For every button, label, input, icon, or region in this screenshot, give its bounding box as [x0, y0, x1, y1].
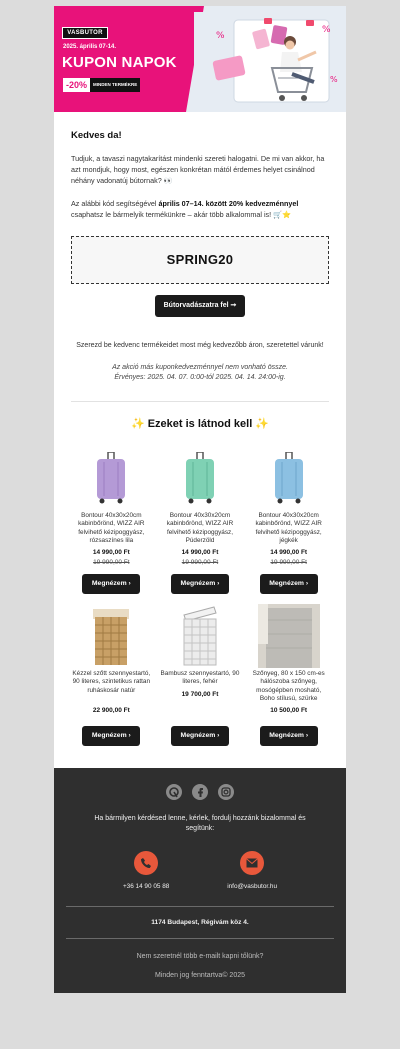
- phone-contact[interactable]: [123, 851, 169, 890]
- product-grid: [71, 604, 329, 746]
- product-price: 14 990,00 Ft: [270, 548, 308, 556]
- banner-title: KUPON NAPOK: [62, 54, 177, 71]
- product-old-price: 19 990,00 Ft: [270, 558, 307, 566]
- svg-text:%: %: [216, 31, 225, 41]
- phone-number[interactable]: +36 14 90 05 88: [122, 882, 170, 890]
- email-footer: [54, 768, 346, 993]
- product-name[interactable]: Bambusz szennyestartó, 90 literes, fehér: [160, 669, 240, 685]
- intro-paragraph: Tudjuk, a tavaszi nagytakarítást mindenki szereti halogatni. De mi van akkor, ha azt mondjuk, hogy most, egészen konkrétan mától érdemes helyet csinálnod néhány vadonatúj bútornak? 👀: [71, 154, 325, 185]
- unsubscribe-link[interactable]: Nem szeretnél több e-mailt kapni tőlünk?: [136, 952, 264, 960]
- product-price: 14 990,00 Ft: [181, 548, 219, 556]
- recommended-section-title: ✨ Ezeket is látnod kell ✨: [130, 417, 270, 430]
- banner-discount-scope: MINDEN TERMÉKRE: [90, 78, 140, 92]
- brand-logo[interactable]: VASBUTOR: [62, 27, 108, 39]
- product-name[interactable]: Kézzel szőtt szennyestartó, 90 literes, szintetikus rattan ruháskosár natúr: [72, 669, 151, 694]
- product-card: [160, 446, 241, 594]
- view-product-button[interactable]: Megnézem ›: [82, 726, 140, 746]
- view-product-button[interactable]: Megnézem ›: [82, 574, 140, 594]
- product-price: 14 990,00 Ft: [92, 548, 130, 556]
- product-card: [248, 604, 329, 746]
- offer-highlight: április 07–14. között 20% kedvezménnyel: [158, 199, 299, 208]
- email-address[interactable]: info@vasbutor.hu: [227, 882, 278, 890]
- laundry-basket-natural-icon[interactable]: [71, 604, 152, 668]
- offer-paragraph: [71, 198, 329, 220]
- furniture-hunt-button[interactable]: Bútorvadászatra fel ➞: [155, 295, 246, 317]
- footer-divider: [66, 938, 334, 939]
- validity-note: Érvényes: 2025. 04. 07. 0:00-tól 2025. 04. 14. 24:00-ig.: [114, 374, 286, 381]
- facebook-icon[interactable]: [192, 784, 208, 800]
- product-name[interactable]: Bontour 40x30x20cm kabinbőrönd, WIZZ AIR felvihető kézipoggyász, jégkék: [255, 511, 322, 544]
- copyright-text: Minden jog fenntartva© 2025: [155, 971, 245, 979]
- product-card: [71, 604, 152, 746]
- suitcase-blue-icon[interactable]: [248, 446, 329, 510]
- greeting: Kedves da!: [71, 130, 122, 141]
- offer-text-end: csaphatsz le bármelyik termékünkre – akár több alkalommal is! 🛒⭐: [71, 210, 292, 219]
- product-card: [160, 604, 241, 746]
- contact-row: [94, 851, 306, 890]
- suitcase-green-icon[interactable]: [160, 446, 241, 510]
- pinterest-icon[interactable]: [166, 784, 182, 800]
- section-divider: [71, 401, 329, 402]
- shopping-woman-illustration: [194, 12, 344, 110]
- email-body: [54, 130, 346, 746]
- product-old-price: 19 990,00 Ft: [181, 558, 219, 566]
- laundry-basket-white-icon[interactable]: [160, 604, 241, 668]
- help-text: Ha bármilyen kérdésed lenne, kérlek, fordulj hozzánk bizalommal és segítünk:: [94, 814, 306, 832]
- view-product-button[interactable]: Megnézem ›: [260, 726, 318, 746]
- product-price: 22 900,00 Ft: [92, 706, 130, 714]
- product-name[interactable]: Szőnyeg, 80 x 150 cm-es hálószoba szőnyeg, mosógépben mosható, Boho stílusú, szürke: [252, 669, 325, 702]
- company-address: 1174 Budapest, Régivám köz 4.: [151, 918, 249, 926]
- terms-note-1: Az akció más kuponkedvezménnyel nem vonható össze.: [112, 363, 288, 371]
- instagram-icon[interactable]: [218, 784, 234, 800]
- product-name[interactable]: Bontour 40x30x20cm kabinbőrönd, WIZZ AIR felvihető kézipoggyász, rózsaszínes lila: [78, 511, 145, 544]
- product-price: 10 500,00 Ft: [270, 706, 308, 714]
- product-card: [248, 446, 329, 594]
- product-grid: [71, 446, 329, 594]
- product-old-price: 19 990,00 Ft: [93, 558, 130, 566]
- svg-text:%: %: [322, 25, 331, 35]
- phone-icon[interactable]: [134, 851, 158, 875]
- mail-icon[interactable]: [240, 851, 264, 875]
- view-product-button[interactable]: Megnézem ›: [171, 726, 229, 746]
- view-product-button[interactable]: Megnézem ›: [260, 574, 318, 594]
- suitcase-purple-icon[interactable]: [71, 446, 152, 510]
- banner-date: 2025. április 07-14.: [63, 44, 117, 50]
- product-price: 19 700,00 Ft: [181, 690, 219, 698]
- rug-icon[interactable]: [248, 604, 329, 668]
- closing-text: Szerezd be kedvenc termékeidet most még kedvezőbb áron, szeretettel várunk!: [76, 342, 324, 349]
- offer-text-start: Az alábbi kód segítségével: [71, 199, 159, 208]
- footer-divider: [66, 906, 334, 907]
- social-links: [54, 768, 346, 800]
- email-contact[interactable]: [227, 851, 277, 890]
- product-card: [71, 446, 152, 594]
- banner-discount: -20%: [63, 78, 90, 92]
- coupon-code-box[interactable]: SPRING20: [71, 236, 329, 284]
- promo-banner[interactable]: [54, 6, 346, 112]
- view-product-button[interactable]: Megnézem ›: [171, 574, 229, 594]
- svg-text:%: %: [330, 75, 338, 84]
- product-name[interactable]: Bontour 40x30x20cm kabinbőrönd, WIZZ AIR felvihető kézipoggyász, Púderzöld: [166, 511, 234, 544]
- email-container: [54, 6, 346, 993]
